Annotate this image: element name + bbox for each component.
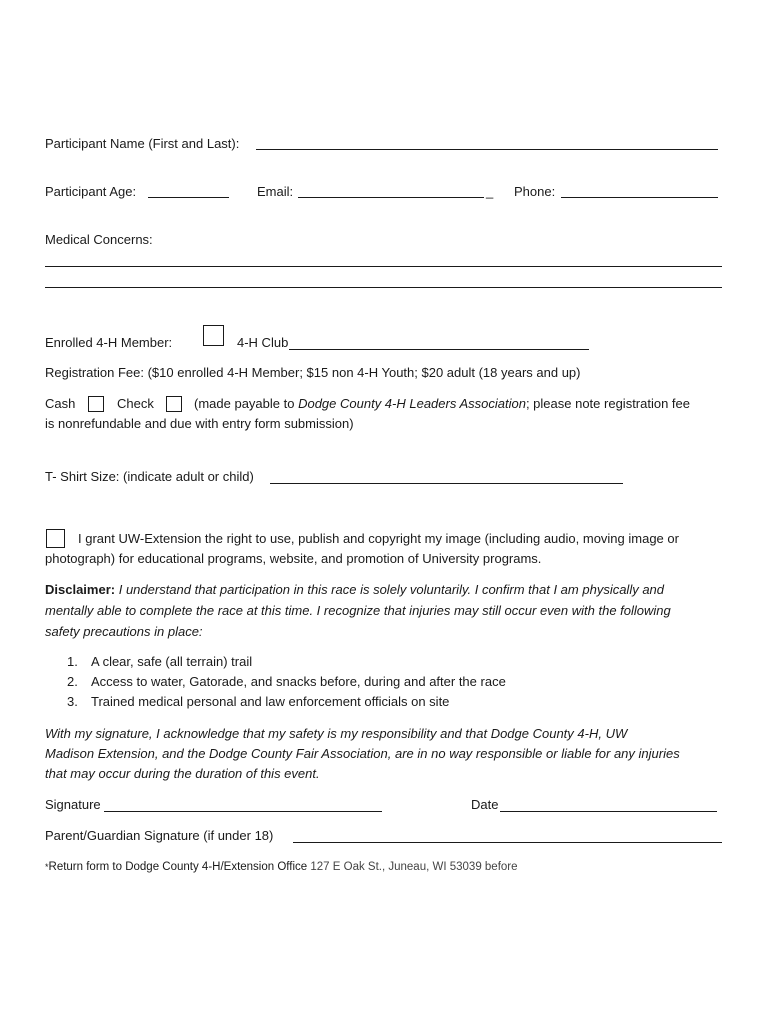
payment-note-end: ; please note registration fee (525, 396, 691, 411)
disclaimer-label: Disclaimer: (45, 582, 116, 597)
club-field[interactable] (289, 349, 589, 350)
precaution-item: Trained medical personal and law enforcement officials on site (91, 694, 450, 709)
image-consent-checkbox[interactable] (46, 529, 65, 548)
return-note-office: Return form to Dodge County 4-H/Extension Office (48, 861, 308, 873)
disclaimer-text-1: I understand that participation in this race is solely voluntarily. I confirm that I am physically and (118, 582, 665, 597)
return-note-marker: * (45, 862, 49, 872)
enrolled-member-label: Enrolled 4-H Member: (45, 335, 173, 350)
phone-label: Phone: (514, 184, 556, 199)
email-label: Email: (257, 184, 294, 199)
precaution-number: 2. (67, 674, 78, 689)
date-field[interactable] (500, 811, 717, 812)
precaution-number: 3. (67, 694, 78, 709)
return-note (45, 859, 518, 875)
payment-note-line-2: is nonrefundable and due with entry form submission) (45, 416, 354, 431)
check-checkbox[interactable] (166, 396, 182, 412)
medical-concerns-line-2[interactable] (45, 287, 722, 288)
image-consent-line-1: I grant UW-Extension the right to use, publish and copyright my image (including audio, moving image or (78, 531, 679, 546)
phone-field[interactable] (561, 197, 718, 198)
guardian-signature-field[interactable] (293, 842, 722, 843)
precaution-item: Access to water, Gatorade, and snacks before, during and after the race (91, 674, 506, 689)
signature-field[interactable] (104, 811, 382, 812)
tshirt-size-label: T- Shirt Size: (indicate adult or child) (45, 469, 254, 484)
tshirt-size-field[interactable] (270, 483, 623, 484)
participant-age-label: Participant Age: (45, 184, 137, 199)
signature-label: Signature (45, 797, 101, 812)
cash-label: Cash (45, 396, 76, 411)
club-label: 4-H Club (237, 335, 289, 350)
image-consent-line-2: photograph) for educational programs, website, and promotion of University programs. (45, 551, 542, 566)
check-label: Check (117, 396, 154, 411)
acknowledgement-line-3: that may occur during the duration of this event. (45, 766, 320, 781)
disclaimer-line-3: safety precautions in place: (45, 624, 203, 639)
enrolled-member-checkbox[interactable] (203, 325, 224, 346)
precaution-number: 1. (67, 654, 78, 669)
date-label: Date (471, 797, 499, 812)
participant-age-field[interactable] (148, 197, 229, 198)
precaution-item: A clear, safe (all terrain) trail (91, 654, 253, 669)
disclaimer-line-2: mentally able to complete the race at this time. I recognize that injuries may still occur even with the following (45, 603, 671, 618)
payment-note (194, 396, 690, 412)
medical-concerns-line-1[interactable] (45, 266, 722, 267)
disclaimer-line-1 (45, 582, 664, 598)
payment-payee: Dodge County 4-H Leaders Association (298, 396, 526, 411)
return-note-address: 127 E Oak St., Juneau, WI 53039 before (310, 861, 518, 873)
acknowledgement-line-1: With my signature, I acknowledge that my safety is my responsibility and that Dodge County 4-H, UW (45, 726, 628, 741)
medical-concerns-label: Medical Concerns: (45, 232, 153, 247)
guardian-signature-label: Parent/Guardian Signature (if under 18) (45, 828, 274, 843)
email-field[interactable] (298, 197, 484, 198)
participant-name-field[interactable] (256, 149, 718, 150)
cash-checkbox[interactable] (88, 396, 104, 412)
payment-note-start: (made payable to (194, 396, 299, 411)
registration-fee-text: Registration Fee: ($10 enrolled 4-H Member; $15 non 4-H Youth; $20 adult (18 years and up) (45, 365, 581, 380)
email-trailing-mark: _ (486, 184, 494, 199)
acknowledgement-line-2: Madison Extension, and the Dodge County Fair Association, are in no way responsible or liable for any injuries (45, 746, 680, 761)
participant-name-label: Participant Name (First and Last): (45, 136, 240, 151)
